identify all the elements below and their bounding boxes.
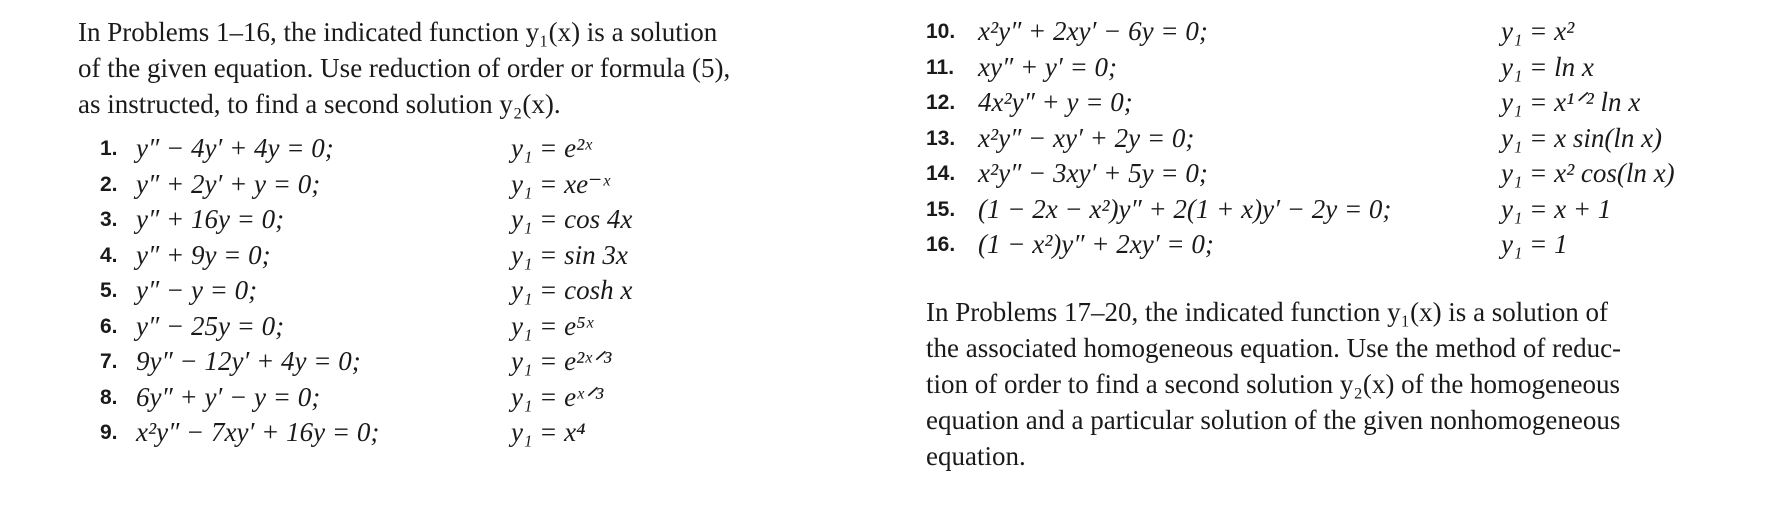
problem-solution: y₁ = ln x bbox=[1501, 51, 1594, 82]
problem-item bbox=[926, 121, 1766, 157]
problem-solution: y₁ = xe⁻ˣ bbox=[511, 168, 610, 199]
problem-number: 11. bbox=[926, 55, 955, 79]
problem-solution: y₁ = x² bbox=[1501, 16, 1575, 46]
intro-line: equation. bbox=[926, 440, 1026, 471]
problem-item bbox=[926, 85, 1766, 121]
problem-equation: 9y″ − 12y′ + 4y = 0; bbox=[136, 346, 361, 376]
problem-equation: 6y″ + y′ − y = 0; bbox=[136, 381, 321, 412]
problem-item bbox=[926, 227, 1766, 263]
problem-solution: y₁ = e⁵ˣ bbox=[511, 310, 594, 341]
problem-number: 5. bbox=[100, 279, 118, 302]
left-column bbox=[78, 14, 878, 451]
intro-line: as instructed, to find a second solution y₂(x). bbox=[78, 89, 561, 119]
problem-number: 10. bbox=[926, 20, 956, 43]
problem-solution: y₁ = x¹ᐟ² ln x bbox=[1501, 87, 1641, 117]
problem-solution: y₁ = e²ˣᐟ³ bbox=[511, 346, 612, 376]
intro-paragraph-problems-1-16 bbox=[78, 14, 878, 122]
problem-equation: x²y″ − xy′ + 2y = 0; bbox=[978, 122, 1195, 153]
problem-number: 7. bbox=[100, 350, 118, 373]
intro-line: tion of order to find a second solution y₂(x) of the homogeneous bbox=[926, 368, 1621, 399]
problem-number: 8. bbox=[100, 385, 118, 409]
problem-item bbox=[78, 380, 878, 416]
intro-line: the associated homogeneous equation. Use the method of reduc- bbox=[926, 332, 1622, 363]
intro-line: In Problems 17–20, the indicated function y₁(x) is a solution of bbox=[926, 296, 1609, 327]
problem-solution: y₁ = cos 4x bbox=[511, 204, 633, 234]
problem-number: 13. bbox=[926, 126, 956, 150]
problem-item bbox=[78, 415, 878, 451]
problem-solution: y₁ = 1 bbox=[1501, 229, 1568, 259]
problem-solution: y₁ = x + 1 bbox=[1501, 193, 1612, 224]
problem-equation: (1 − 2x − x²)y″ + 2(1 + x)y′ − 2y = 0; bbox=[978, 193, 1392, 224]
problem-list-1-9 bbox=[78, 131, 878, 451]
problem-solution: y₁ = cosh x bbox=[511, 275, 633, 305]
intro-paragraph-problems-17-20 bbox=[926, 294, 1726, 474]
problem-number: 15. bbox=[926, 197, 956, 221]
problem-item bbox=[78, 131, 878, 167]
problem-list-10-16 bbox=[926, 14, 1766, 263]
problem-item bbox=[78, 273, 878, 309]
problem-equation: y″ − y = 0; bbox=[136, 275, 258, 305]
problem-item bbox=[926, 14, 1766, 50]
problem-equation: y″ + 16y = 0; bbox=[136, 204, 285, 234]
problem-number: 6. bbox=[100, 314, 118, 338]
problem-solution: y₁ = x sin(ln x) bbox=[1501, 122, 1663, 153]
problem-equation: y″ − 4y′ + 4y = 0; bbox=[136, 133, 334, 163]
problem-item bbox=[78, 202, 878, 238]
problem-equation: y″ − 25y = 0; bbox=[136, 310, 285, 341]
problem-item bbox=[926, 192, 1766, 228]
problem-number: 4. bbox=[100, 243, 118, 267]
problem-item bbox=[926, 50, 1766, 86]
problem-solution: y₁ = x⁴ bbox=[511, 417, 586, 447]
problem-equation: (1 − x²)y″ + 2xy′ = 0; bbox=[978, 229, 1214, 259]
problem-number: 3. bbox=[100, 208, 118, 231]
problem-equation: x²y″ + 2xy′ − 6y = 0; bbox=[978, 16, 1208, 46]
problem-number: 14. bbox=[926, 162, 956, 185]
problem-equation: x²y″ − 3xy′ + 5y = 0; bbox=[978, 158, 1208, 188]
problem-item bbox=[78, 238, 878, 274]
problem-number: 9. bbox=[100, 421, 118, 444]
problem-equation: 4x²y″ + y = 0; bbox=[978, 87, 1133, 117]
problem-item bbox=[78, 309, 878, 345]
problem-item bbox=[78, 344, 878, 380]
problem-number: 1. bbox=[100, 137, 118, 160]
problem-item bbox=[926, 156, 1766, 192]
problem-item bbox=[78, 167, 878, 203]
problem-equation: x²y″ − 7xy′ + 16y = 0; bbox=[136, 417, 380, 447]
intro-line: In Problems 1–16, the indicated function y₁(x) is a solution bbox=[78, 17, 718, 47]
right-column bbox=[926, 14, 1766, 474]
problem-solution: y₁ = eˣᐟ³ bbox=[511, 381, 604, 412]
problem-equation: y″ + 9y = 0; bbox=[136, 239, 271, 270]
problem-number: 2. bbox=[100, 172, 118, 196]
problem-solution: y₁ = e²ˣ bbox=[511, 133, 592, 163]
problem-number: 12. bbox=[926, 91, 956, 114]
problem-equation: xy″ + y′ = 0; bbox=[978, 51, 1118, 82]
problem-solution: y₁ = sin 3x bbox=[511, 239, 628, 270]
intro-line: of the given equation. Use reduction of order or formula (5), bbox=[78, 53, 731, 83]
problem-solution: y₁ = x² cos(ln x) bbox=[1501, 158, 1675, 188]
intro-line: equation and a particular solution of the given nonhomogeneous bbox=[926, 404, 1621, 435]
problem-number: 16. bbox=[926, 233, 956, 256]
problem-equation: y″ + 2y′ + y = 0; bbox=[136, 168, 321, 199]
